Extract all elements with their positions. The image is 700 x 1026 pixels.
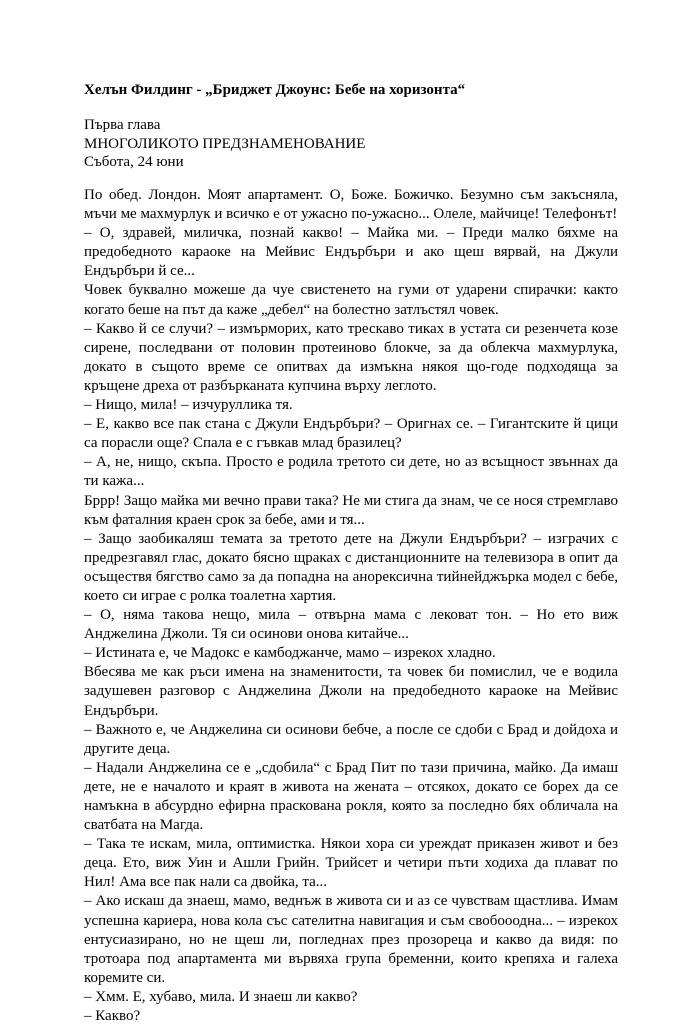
paragraph: – А, не, нищо, скъпа. Просто е родила третото си дете, но аз всъщност звъннах да ти кажа...: [84, 454, 618, 490]
chapter-label: Първа глава: [84, 117, 161, 133]
paragraph: Бррр! Защо майка ми вечно прави така? Не ми стига да знам, че се нося стремглаво към фаталния краен срок за бебе, ами и тя...: [84, 492, 618, 528]
paragraph: – Хмм. Е, хубаво, мила. И знаеш ли какво?: [84, 988, 358, 1005]
paragraph: – Нищо, мила! – изчуруллика тя.: [84, 397, 293, 414]
chapter-header: [84, 116, 365, 172]
paragraph: – Важното е, че Анджелина си осинови бебче, а после се сдоби с Брад и дойдоха и другите деца.: [84, 721, 618, 757]
body-text: [84, 186, 618, 1026]
paragraph: – О, няма такова нещо, мила – отвърна мама с лековат тон. – Но ето виж Анджелина Джоли. Тя си осинови онова китайче...: [84, 607, 618, 643]
paragraph: – Какво?: [84, 1008, 141, 1025]
paragraph: – Какво й се случи? – измърморих, като трескаво тиках в устата си резенчета козе сирене, последвани от половин протеиново блокче, за да облекча махмурлука, докато в същото време се опитвах да измъкна някоя що-годе подходяща за кръщене дреха от разбърканата купчина върху леглото.: [84, 320, 618, 394]
paragraph: – Ако искаш да знаеш, мамо, веднъж в живота си и аз се чувствам щастлива. Имам успешна кариера, нова кола със сателитна навигация и съм свобооодна... – изрекох ентусиазирано, но не щеш ли, погледнах през прозореца и какво да видя: по тротоара под апартамента ми вървяха група бременни, които крепяха и галеха коремите си.: [84, 893, 618, 986]
book-title: Хелън Филдинг - „Бриджет Джоунс: Бебе на хоризонта“: [84, 82, 466, 98]
paragraph: – Така те искам, мила, оптимистка. Някои хора си уреждат приказен живот и без деца. Ето, виж Уин и Ашли Грийн. Трийсет и четири пъти ходиха да плават по Нил! Ама все пак нали са двойка, та...: [84, 836, 618, 891]
chapter-title: МНОГОЛИКОТО ПРЕДЗНАМЕНОВАНИЕ: [84, 135, 366, 152]
paragraph: – Защо заобикаляш темата за третото дете на Джули Ендърбъри? – изграчих с предрезгавял глас, докато бясно щраках с дистанционните на телевизора в опит да осъществя бягство само за да попадна на анорексична тийнейджърка модел с бебе, което си играе с ролка тоалетна хартия.: [84, 530, 618, 604]
paragraph: – О, здравей, миличка, познай какво! – Майка ми. – Преди малко бяхме на предобедното караоке на Мейвис Ендърбъри и ако щеш вярвай, на Джули Ендърбъри й се...: [84, 225, 618, 280]
chapter-date: Събота, 24 юни: [84, 154, 184, 170]
paragraph: – Надали Анджелина се е „сдобила“ с Брад Пит по тази причина, майко. Да имаш дете, не е началото и краят в живота на жената – отсякох, докато се борех да се намъкна в абсурдно ефирна праскована рокля, която за последно бях обличала на сватбата на Магда.: [84, 759, 618, 834]
paragraph: Вбесява ме как ръси имена на знаменитости, та човек би помислил, че е водила задушевен разговор с Анджелина Джоли на предобедното караоке на Мейвис Ендърбъри.: [84, 664, 618, 719]
paragraph: – Истината е, че Мадокс е камбоджанче, мамо – изрекох хладно.: [84, 645, 496, 662]
paragraph: Човек буквално можеше да чуе свистенето на гуми от ударени спирачки: както когато беше на път да каже „дебел“ на болестно затлъстял човек.: [84, 282, 618, 318]
paragraph: По обед. Лондон. Моят апартамент. О, Боже. Божичко. Безумно съм закъсняла, мъчи ме махмурлук и всичко е от ужасно по-ужасно... Олеле, майчице! Телефонът!: [84, 187, 618, 223]
paragraph: – Е, какво все пак стана с Джули Ендърбъри? – Оригнах се. – Гигантските й цици са порасли още? Спала е с гъвкав млад бразилец?: [84, 416, 618, 452]
